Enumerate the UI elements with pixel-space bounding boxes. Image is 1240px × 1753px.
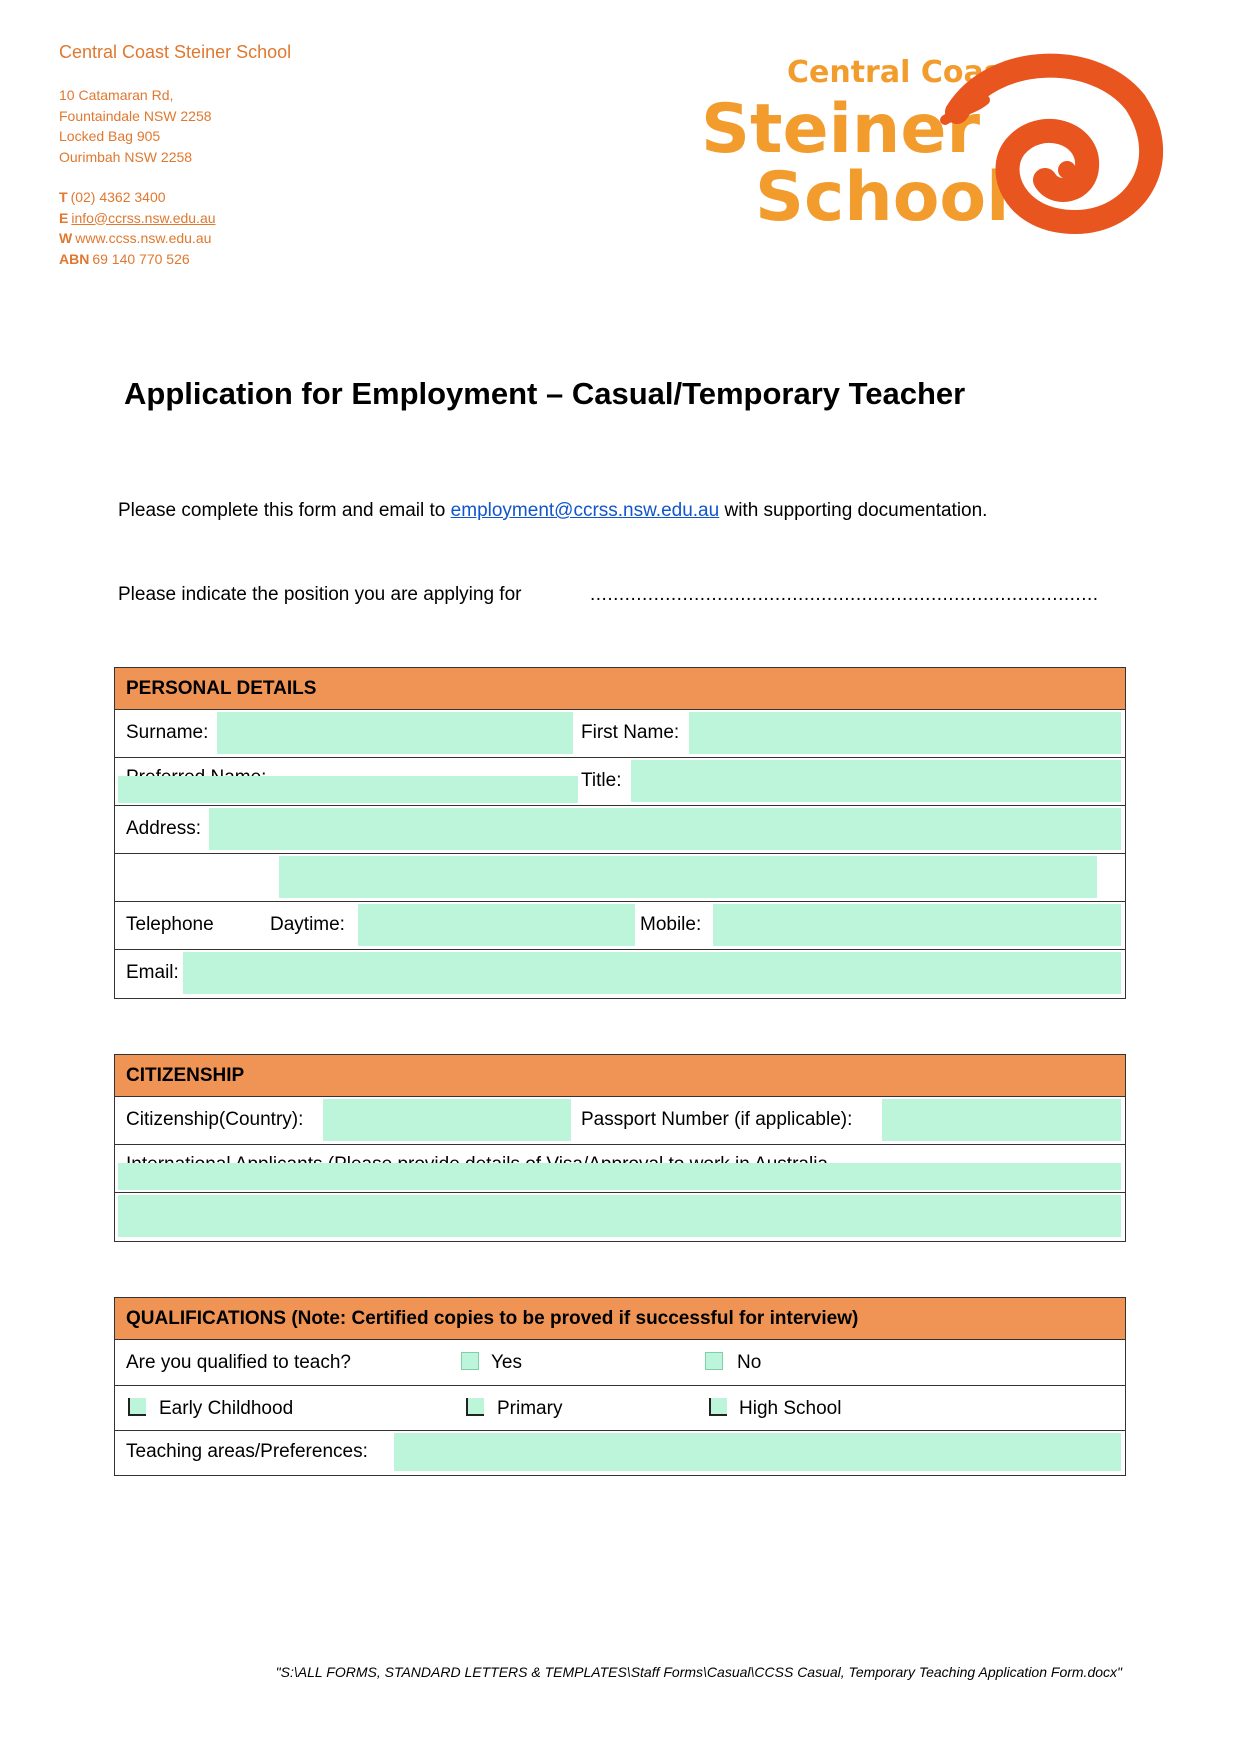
no-checkbox[interactable]: [705, 1352, 723, 1370]
citizenship-header: CITIZENSHIP: [115, 1055, 1125, 1097]
preferred-name-row: [115, 758, 1125, 806]
page-title: Application for Employment – Casual/Temporary Teacher: [124, 376, 966, 411]
daytime-label: Daytime:: [270, 914, 345, 935]
name-row: [115, 710, 1125, 758]
yes-label: Yes: [491, 1352, 522, 1373]
position-line: [118, 584, 1099, 606]
intro-before: Please complete this form and email to: [118, 500, 451, 521]
citizenship-row: [115, 1097, 1125, 1145]
email-line: [59, 208, 291, 229]
surname-label: Surname:: [126, 722, 209, 743]
early-childhood-label: Early Childhood: [159, 1398, 294, 1419]
school-name: Central Coast Steiner School: [59, 42, 292, 62]
footer-file-path: "S:\ALL FORMS, STANDARD LETTERS & TEMPLATES\Staff Forms\Casual\CCSS Casual, Temporary Teaching Application Form.docx": [275, 1664, 1122, 1680]
address-label: Address:: [126, 818, 201, 839]
email-field[interactable]: [183, 952, 1121, 994]
citizenship-country-field[interactable]: [323, 1099, 571, 1141]
qualified-row: [115, 1340, 1125, 1386]
address-field[interactable]: [209, 808, 1121, 850]
primary-label: Primary: [497, 1398, 563, 1419]
title-label: Title:: [581, 770, 622, 791]
surname-field[interactable]: [217, 712, 573, 754]
abn-label: ABN: [59, 250, 90, 267]
phone-label: T: [59, 189, 68, 205]
web-line: [59, 228, 291, 249]
visa-details-field[interactable]: [118, 1163, 1121, 1190]
qualifications-table: [114, 1297, 1126, 1476]
abn-value: 69 140 770 526: [92, 250, 190, 267]
address-field-line-2[interactable]: [279, 856, 1097, 898]
logo-text-school: School: [755, 158, 1010, 237]
level-row: [115, 1386, 1125, 1431]
passport-number-label: Passport Number (if applicable):: [581, 1109, 853, 1130]
email-label: Email:: [126, 962, 179, 983]
title-field[interactable]: [631, 760, 1121, 802]
first-name-label: First Name:: [581, 722, 680, 743]
intro-text: [118, 500, 987, 522]
mobile-phone-field[interactable]: [713, 904, 1121, 946]
address-line-4: Ourimbah NSW 2258: [59, 148, 193, 165]
international-row: [115, 1145, 1125, 1193]
visa-details-field-line-2[interactable]: [118, 1195, 1121, 1237]
position-label: Please indicate the position you are applying for: [118, 584, 522, 605]
teaching-areas-row: [115, 1431, 1125, 1475]
logo-text-steiner: Steiner: [701, 90, 980, 169]
international-row-2: [115, 1193, 1125, 1241]
citizenship-country-label: Citizenship(Country):: [126, 1109, 304, 1130]
teaching-areas-field[interactable]: [394, 1433, 1121, 1471]
no-label: No: [737, 1352, 762, 1373]
primary-checkbox[interactable]: [466, 1398, 484, 1416]
teaching-areas-label: Teaching areas/Preferences:: [126, 1441, 368, 1462]
early-childhood-checkbox[interactable]: [128, 1398, 146, 1416]
school-logo: [695, 52, 1175, 242]
personal-details-table: [114, 667, 1126, 999]
position-dotted-field[interactable]: ........................................................................................: [590, 584, 1099, 605]
school-email-link[interactable]: info@ccrss.nsw.edu.au: [71, 209, 216, 226]
logo-text-central-coast: Central Coast: [787, 55, 1016, 90]
citizenship-table: [114, 1054, 1126, 1242]
personal-details-header: PERSONAL DETAILS: [115, 668, 1125, 710]
abn-line: [59, 249, 291, 270]
preferred-name-field[interactable]: [118, 776, 578, 803]
mobile-label: Mobile:: [640, 914, 702, 935]
address-line-1: 10 Catamaran Rd,: [59, 87, 174, 103]
address-row-2: [115, 854, 1125, 902]
phone-value: (02) 4362 3400: [70, 189, 166, 205]
daytime-phone-field[interactable]: [358, 904, 635, 946]
web-label: W: [59, 230, 73, 246]
yes-checkbox[interactable]: [461, 1352, 479, 1370]
high-school-label: High School: [739, 1398, 842, 1419]
telephone-row: [115, 902, 1125, 950]
employment-email-link[interactable]: employment@ccrss.nsw.edu.au: [450, 500, 720, 521]
qualifications-header: QUALIFICATIONS (Note: Certified copies to be proved if successful for interview): [115, 1298, 1125, 1340]
address-line-2: Fountaindale NSW 2258: [59, 107, 212, 124]
qualified-question-label: Are you qualified to teach?: [126, 1352, 351, 1373]
first-name-field[interactable]: [689, 712, 1121, 754]
high-school-checkbox[interactable]: [709, 1398, 727, 1416]
email-label: E: [59, 209, 69, 226]
telephone-label: Telephone: [126, 914, 214, 935]
intro-after: with supporting documentation.: [719, 500, 988, 521]
email-row: [115, 950, 1125, 998]
address-line-3: Locked Bag 905: [59, 128, 161, 144]
web-value: www.ccss.nsw.edu.au: [75, 230, 212, 246]
passport-number-field[interactable]: [882, 1099, 1121, 1141]
phone-line: [59, 187, 291, 208]
letterhead: [59, 42, 291, 269]
address-row: [115, 806, 1125, 854]
